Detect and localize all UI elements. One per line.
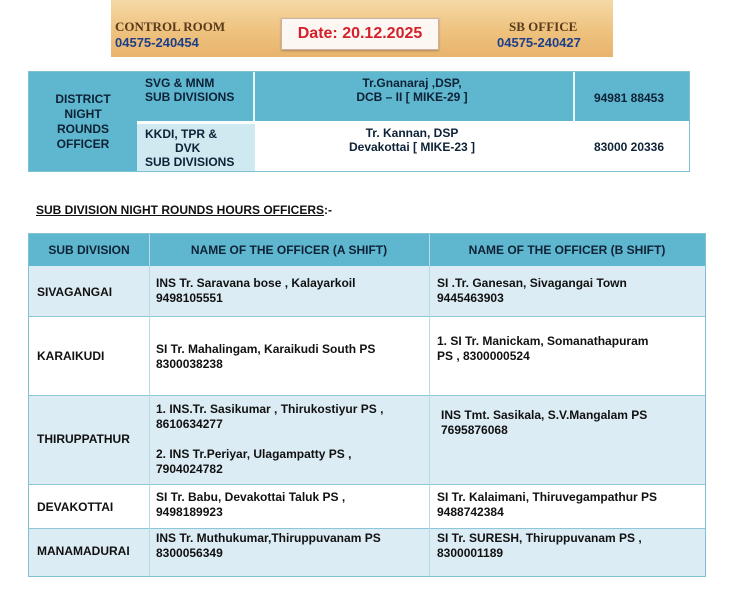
a-shift-cell [156, 276, 428, 306]
cell-line: DVK [175, 141, 201, 155]
sub-division-name: SIVAGANGAI [37, 285, 113, 299]
control-room-phone: 04575-240454 [115, 35, 199, 50]
b-shift-text: INS Tmt. Sasikala, S.V.Mangalam PS 7695876068 [441, 408, 648, 437]
table-row [29, 266, 705, 316]
control-room-title: CONTROL ROOM [115, 19, 226, 34]
b-shift-text: 1. SI Tr. Manickam, Somanathapuram PS , 8300000524 [437, 334, 649, 363]
a-shift-cell [156, 402, 428, 477]
district-row [137, 72, 689, 121]
label-line: ROUNDS [56, 121, 109, 136]
a-shift-text: INS Tr. Muthukumar,Thiruppuvanam PS 8300056349 [156, 531, 381, 560]
a-shift-cell [156, 490, 428, 520]
b-shift-cell [437, 531, 699, 561]
sub-division-cell [137, 124, 255, 171]
district-row [137, 124, 689, 171]
a-shift-text: SI Tr. Mahalingam, Karaikudi South PS 8300038238 [156, 342, 376, 371]
table-row [29, 317, 705, 395]
column-divider [573, 72, 575, 121]
sb-office-phone: 04575-240427 [497, 35, 581, 50]
district-night-rounds-table [28, 71, 690, 172]
sub-division-name: KARAIKUDI [37, 349, 105, 363]
officer-cell [287, 126, 537, 154]
b-shift-cell [437, 408, 699, 438]
cell-line: SVG & MNM [145, 76, 215, 90]
cell-line: DCB – II [ MIKE-29 ] [356, 90, 468, 104]
district-officer-label [29, 72, 137, 171]
table-row [29, 485, 705, 528]
sb-office-block [497, 19, 581, 51]
a-shift-text: SI Tr. Babu, Devakottai Taluk PS , 9498189923 [156, 490, 346, 519]
sub-division-text [145, 127, 247, 169]
heading-suffix: :- [324, 203, 333, 217]
column-divider [149, 234, 150, 576]
date-badge: Date: 20.12.2025 [281, 18, 439, 50]
header-b-shift: NAME OF THE OFFICER (B SHIFT) [468, 243, 666, 257]
cell-line: Tr. Kannan, DSP [365, 126, 459, 140]
b-shift-cell [437, 334, 699, 364]
b-shift-text: SI .Tr. Ganesan, Sivagangai Town 9445463903 [437, 276, 627, 305]
header-a-shift: NAME OF THE OFFICER (A SHIFT) [190, 243, 388, 257]
b-shift-cell [437, 490, 699, 520]
label-line: DISTRICT [55, 91, 111, 106]
phone-cell: 83000 20336 [593, 140, 665, 154]
cell-line: KKDI, TPR & [145, 127, 217, 141]
officer-cell [287, 76, 537, 104]
b-shift-cell [437, 276, 699, 306]
table-header [29, 234, 705, 266]
column-divider [253, 72, 255, 121]
label-line: OFFICER [56, 136, 110, 151]
phone-cell: 94981 88453 [593, 91, 665, 105]
a-shift-cell [156, 342, 428, 372]
header-banner [111, 0, 613, 57]
sb-office-title: SB OFFICE [509, 19, 578, 34]
sub-division-name: THIRUPPATHUR [37, 432, 130, 446]
label-line: NIGHT [64, 106, 102, 121]
column-divider [429, 234, 430, 576]
officers-table [28, 233, 706, 577]
a-shift-cell [156, 531, 428, 561]
a-shift-text: INS Tr. Saravana bose , Kalayarkoil 9498105551 [156, 276, 356, 305]
a-shift-text: 1. INS.Tr. Sasikumar , Thirukostiyur PS , 8610634277 2. INS Tr.Periyar, Ulagampatty PS , 7904024782 [156, 402, 384, 476]
heading-text: SUB DIVISION NIGHT ROUNDS HOURS OFFICERS [36, 203, 325, 217]
header-sub-division: SUB DIVISION [48, 243, 130, 257]
section-heading [36, 203, 332, 217]
table-row [29, 396, 705, 484]
cell-line: Devakottai [ MIKE-23 ] [348, 140, 476, 154]
cell-line: SUB DIVISIONS [145, 90, 235, 104]
table-row [29, 529, 705, 576]
control-room-block [115, 19, 225, 51]
sub-division-cell [145, 76, 234, 104]
cell-line: Tr.Gnanaraj ,DSP, [362, 76, 462, 90]
b-shift-text: SI Tr. SURESH, Thiruppuvanam PS , 8300001189 [437, 531, 642, 560]
sub-division-name: MANAMADURAI [37, 544, 130, 558]
cell-line: SUB DIVISIONS [145, 155, 235, 169]
sub-division-name: DEVAKOTTAI [37, 500, 114, 514]
b-shift-text: SI Tr. Kalaimani, Thiruvegampathur PS 9488742384 [437, 490, 658, 519]
